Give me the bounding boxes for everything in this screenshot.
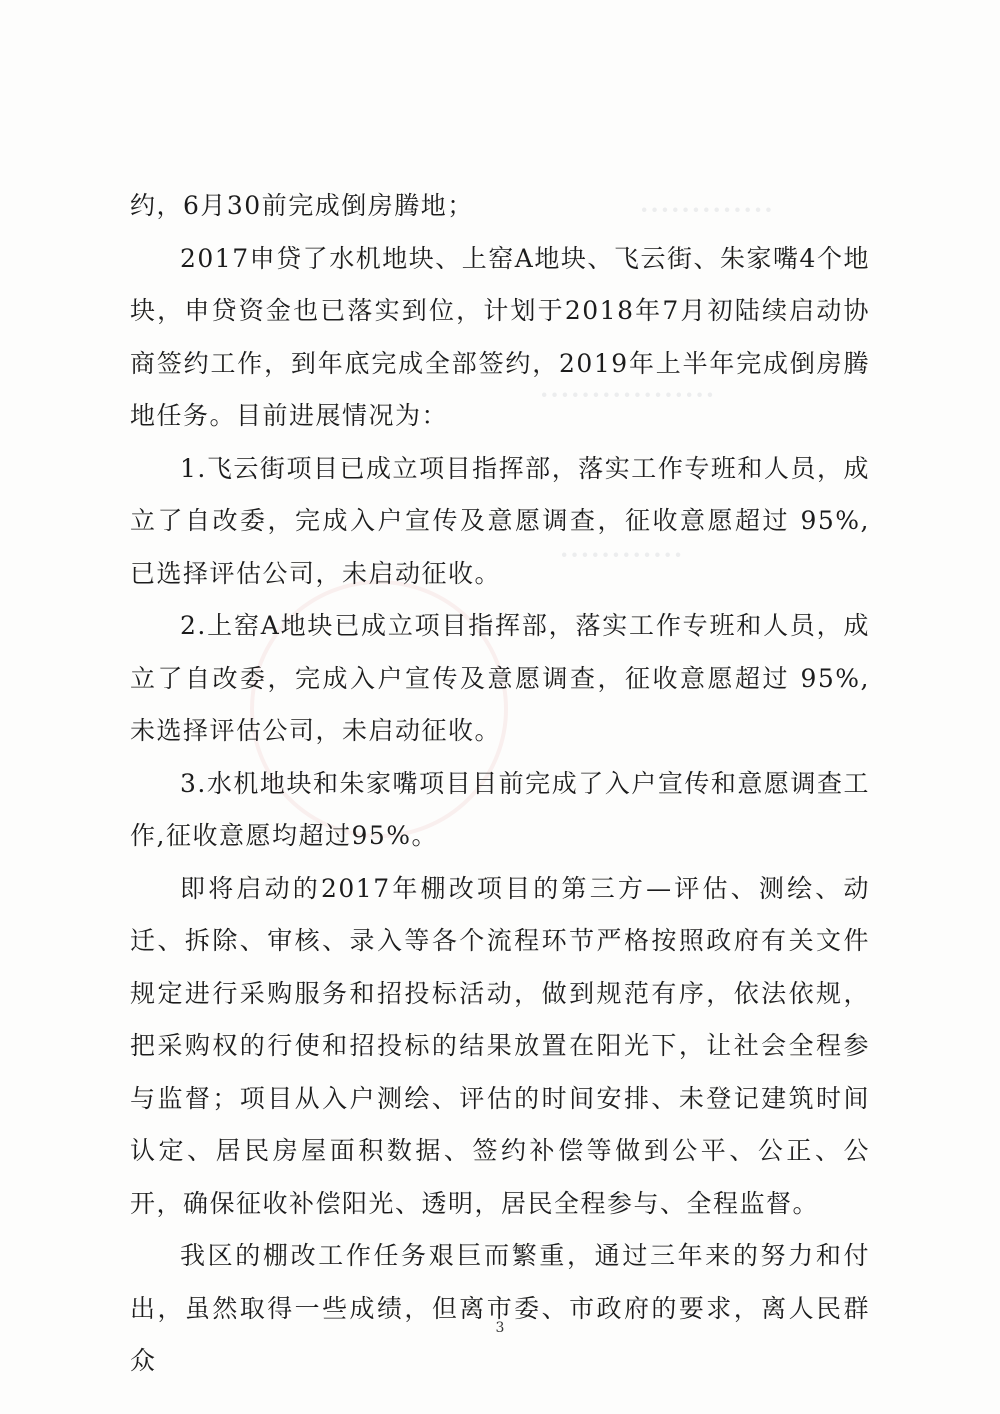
reverse-bleed-text: ············ bbox=[560, 540, 685, 569]
paragraph: 1.飞云街项目已成立项目指挥部，落实工作专班和人员，成立了自改委，完成入户宣传及意愿调查，征收意愿超过 95%,已选择评估公司，未启动征收。 bbox=[130, 453, 870, 588]
paragraph: 即将启动的2017年棚改项目的第三方—评估、测绘、动迁、拆除、审核、录入等各个流程环节严格按照政府有关文件规定进行采购服务和招投标活动，做到规范有序，依法依规，把采购权的行使和招投标的结果放置在阳光下，让社会全程参与监督；项目从入户测绘、评估的时间安排、未登记建筑时间认定、居民房屋面积数据、签约补偿等做到公平、公正、公开，确保征收补偿阳光、透明，居民全程参与、全程监督。 bbox=[130, 873, 870, 1218]
paragraph: 2017申贷了水机地块、上窑A地块、飞云街、朱家嘴4个地块，申贷资金也已落实到位，计划于2018年7月初陆续启动协商签约工作，到年底完成全部签约，2019年上半年完成倒房腾地任务。目前进展情况为： bbox=[130, 243, 870, 430]
reverse-bleed-text: ················· bbox=[540, 380, 717, 409]
document-body bbox=[130, 180, 870, 1388]
paragraph: 我区的棚改工作任务艰巨而繁重，通过三年来的努力和付出，虽然取得一些成绩，但离市委、市政府的要求，离人民群众 bbox=[130, 1241, 870, 1375]
reverse-bleed-text: ············· bbox=[640, 195, 775, 224]
paragraph: 3.水机地块和朱家嘴项目目前完成了入户宣传和意愿调查工作,征收意愿均超过95%。 bbox=[130, 768, 870, 850]
paragraph: 2.上窑A地块已成立项目指挥部，落实工作专班和人员，成立了自改委，完成入户宣传及意愿调查，征收意愿超过 95%,未选择评估公司，未启动征收。 bbox=[130, 611, 870, 745]
paragraph: 约，6月30前完成倒房腾地； bbox=[130, 191, 474, 220]
page-number: 3 bbox=[495, 1320, 505, 1336]
